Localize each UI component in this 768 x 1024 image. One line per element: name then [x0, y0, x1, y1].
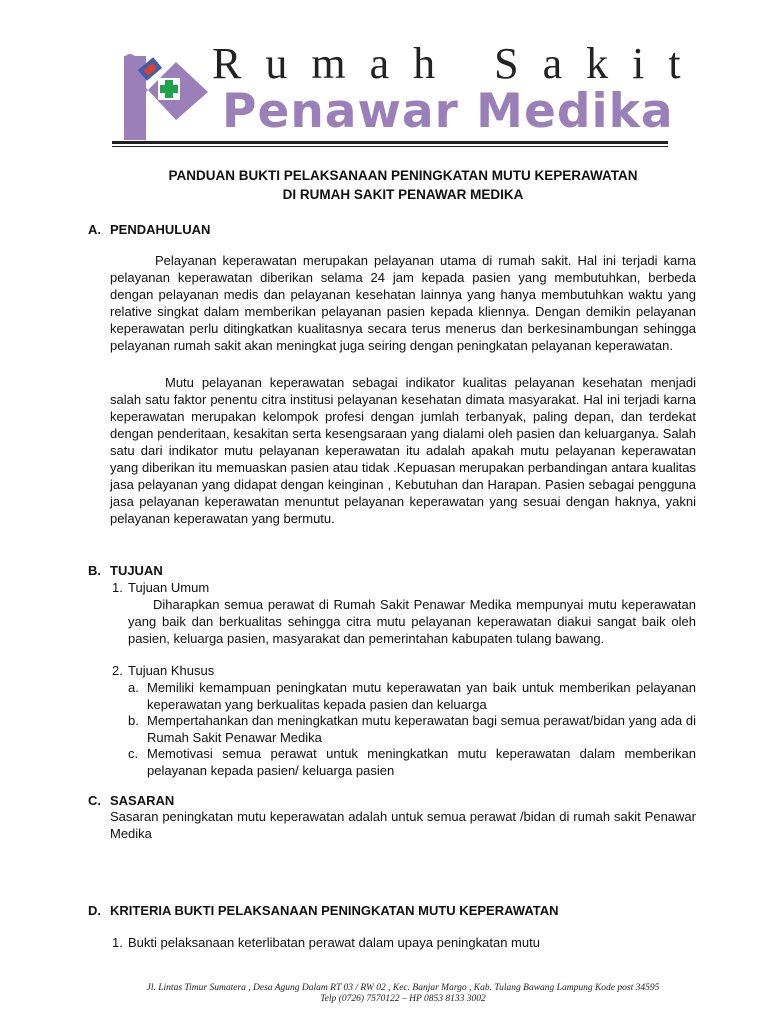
tujuan-khusus-number: 2.: [112, 663, 123, 678]
section-a-paragraph-2: Mutu pelayanan keperawatan sebagai indikator kualitas pelayanan kesehatan menjadi salah satu faktor penentu citra institusi pelayanan kesehatan dimata masyarakat. Hal ini terjadi karna keperawatan merupakan kelompok profesi dengan jumlah terbanyak, paling depan, dan terdekat dengan penderitaan, kesakitan serta kesengsaraan yang dialami oleh pasien dan keluarganya. Salah satu dari indikator mutu pelayanan keperawatan itu adalah apakah mutu pelayanan keperawatan yang diberikan itu memuaskan pasien atau tidak .Kepuasan merupakan perbandingan antara kualitas jasa pelayanan yang didapat dengan keinginan , Kebutuhan dan Harapan. Pasien sebagai pengguna jasa pelayanan keperawatan menuntut pelayanan keperawatan yang sesuai dengan haknya, yakni pelayanan keperawatan yang bermutu.: [110, 375, 696, 526]
letterhead-rule-thin: [112, 146, 668, 147]
letterhead-rule-thick: [112, 141, 668, 144]
tujuan-khusus-label: Tujuan Khusus: [128, 663, 215, 678]
section-c-letter: C.: [88, 793, 101, 808]
tujuan-khusus-a-letter: a.: [128, 680, 139, 695]
footer-address: Jl. Lintas Timur Sumatera , Desa Agung Dalam RT 03 / RW 02 , Kec. Banjar Margo , Kab. Tulang Bawang Lampung Kode post 34595: [146, 983, 660, 993]
section-a-letter: A.: [88, 222, 101, 237]
kriteria-item-number: 1.: [112, 935, 123, 950]
section-c-heading: SASARAN: [110, 793, 175, 808]
hospital-cross-logo: [118, 48, 214, 144]
section-b-letter: B.: [88, 563, 101, 578]
tujuan-khusus-a-text: Memiliki kemampuan peningkatan mutu keperawatan yan baik untuk memberikan pelayanan keperawatan yang berkualitas kepada pasien dan keluarga: [147, 680, 696, 712]
section-c-text: Sasaran peningkatan mutu keperawatan adalah untuk semua perawat /bidan di rumah sakit Penawar Medika: [110, 809, 696, 841]
section-d-heading: KRITERIA BUKTI PELAKSANAAN PENINGKATAN MUTU KEPERAWATAN: [110, 903, 559, 918]
tujuan-khusus-c-text: Memotivasi semua perawat untuk meningkatkan mutu keperawatan dalam memberikan pelayanan kepada pasien/ keluarga pasien: [147, 746, 696, 778]
section-a-paragraph-1: Pelayanan keperawatan merupakan pelayanan utama di rumah sakit. Hal ini terjadi karna pelayanan keperawatan diberikan selama 24 jam kepada pasien yang membutuhkan, berbeda dengan pelayanan medis dan pelayanan kesehatan lainnya yang hanya membutuhkan waktu yang relative singkat dalam memberikan pelayanan pasien kepada kliennya. Dengan demikin pelayanan keperawatan perlu ditingkatkan kualitasnya secara terus menerus dan berkesinambungan sehingga pelayanan rumah sakit akan meningkat juga seiring dengan peningkatan pelayanan keperawatan.: [110, 253, 696, 353]
document-title-line2: DI RUMAH SAKIT PENAWAR MEDIKA: [282, 187, 524, 202]
section-d-letter: D.: [88, 903, 101, 918]
letterhead-main-text: Penawar Medika: [222, 84, 674, 139]
tujuan-umum-text: Diharapkan semua perawat di Rumah Sakit Penawar Medika mempunyai mutu keperawatan yang baik dan berkualitas sehingga citra mutu pelayanan keperawatan diakui sangat baik oleh pasien, keluarga pasien, masyarakat dan pemerintahan kabupaten tulang bawang.: [128, 597, 696, 646]
footer-phone: Telp (0726) 7570122 – HP 0853 8133 3002: [320, 994, 486, 1004]
tujuan-khusus-c-letter: c.: [128, 746, 139, 761]
kriteria-item-text: Bukti pelaksanaan keterlibatan perawat dalam upaya peningkatan mutu: [128, 935, 540, 950]
tujuan-umum-label: Tujuan Umum: [128, 580, 210, 595]
tujuan-khusus-b-letter: b.: [128, 713, 139, 728]
letterhead-top-text: Rumah Sakit: [212, 39, 705, 88]
document-title-line1: PANDUAN BUKTI PELAKSANAAN PENINGKATAN MUTU KEPERAWATAN: [168, 168, 638, 183]
section-a-heading: PENDAHULUAN: [110, 222, 211, 237]
tujuan-khusus-b-text: Mempertahankan dan meningkatkan mutu keperawatan bagi semua perawat/bidan yang ada di Rumah Sakit Penawar Medika: [147, 713, 696, 745]
section-b-heading: TUJUAN: [110, 563, 163, 578]
tujuan-umum-number: 1.: [112, 580, 123, 595]
